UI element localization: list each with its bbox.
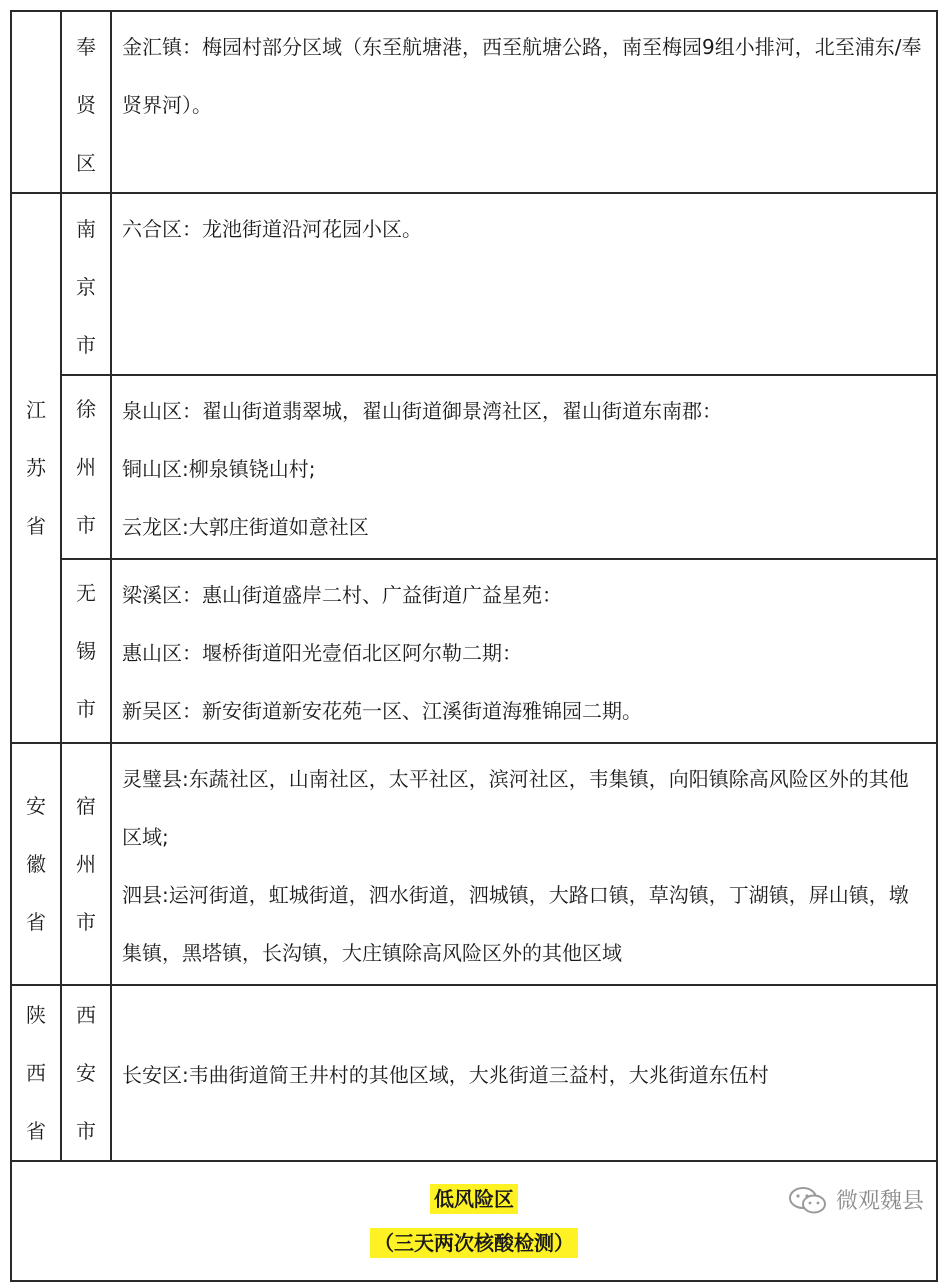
province-label: 江苏省 [26, 398, 46, 538]
risk-area-table [10, 10, 938, 1282]
city-label: 徐州市 [76, 397, 96, 537]
footer-subtitle-wrap [12, 1228, 936, 1258]
province-label: 安徽省 [26, 794, 46, 934]
area-line: 云龙区:大郭庄街道如意社区 [122, 515, 369, 539]
city-cell [61, 985, 111, 1161]
area-detail-cell [111, 375, 937, 559]
area-line: 惠山区：堰桥街道阳光壹佰北区阿尔勒二期： [122, 641, 522, 665]
area-detail-cell [111, 11, 937, 193]
watermark-text: 微观魏县 [835, 1189, 924, 1214]
table-row [11, 743, 937, 985]
area-line: 泗县:运河街道，虹城街道，泗水街道，泗城镇，大路口镇，草沟镇，丁湖镇，屏山镇，墩集镇，黑塔镇，长沟镇，大庄镇除高风险区外的其他区域 [122, 883, 909, 965]
city-cell [61, 559, 111, 743]
table-row [11, 375, 937, 559]
area-line: 六合区：龙池街道沿河花园小区。 [122, 217, 422, 241]
city-label: 无锡市 [76, 581, 96, 721]
city-cell [61, 743, 111, 985]
low-risk-subtitle: （三天两次核酸检测） [370, 1228, 578, 1258]
area-line: 长安区:韦曲街道简王井村的其他区域，大兆街道三益村，大兆街道东伍村 [122, 1063, 769, 1087]
city-cell [61, 193, 111, 375]
wechat-icon [788, 1185, 828, 1215]
area-detail-cell [111, 559, 937, 743]
table-row [11, 985, 937, 1161]
table-row [11, 1161, 937, 1281]
area-line: 金汇镇：梅园村部分区域（东至航塘港，西至航塘公路，南至梅园9组小排河，北至浦东/奉贤界河）。 [122, 35, 922, 117]
watermark [788, 1184, 924, 1215]
city-label: 宿州市 [76, 794, 96, 934]
area-detail-cell [111, 743, 937, 985]
city-label: 西安市 [76, 1003, 96, 1143]
province-cell-empty [11, 11, 61, 193]
province-label: 陕西省 [26, 1003, 46, 1143]
city-label: 奉贤区 [76, 35, 96, 175]
province-cell [11, 985, 61, 1161]
area-line: 灵璧县:东蔬社区，山南社区，太平社区，滨河社区，韦集镇，向阳镇除高风险区外的其他区域; [122, 767, 909, 849]
city-label: 南京市 [76, 217, 96, 357]
area-line: 梁溪区：惠山街道盛岸二村、广益街道广益星苑： [122, 583, 562, 607]
area-line: 新吴区：新安街道新安花苑一区、江溪街道海雅锦园二期。 [122, 699, 642, 723]
province-cell [11, 743, 61, 985]
low-risk-header-cell [11, 1161, 937, 1281]
area-detail-cell [111, 193, 937, 375]
area-line: 泉山区：翟山街道翡翠城，翟山街道御景湾社区，翟山街道东南郡： [122, 399, 722, 423]
city-cell [61, 375, 111, 559]
area-line: 铜山区:柳泉镇铙山村; [122, 457, 316, 481]
table-row [11, 11, 937, 193]
area-detail-cell [111, 985, 937, 1161]
table-row [11, 193, 937, 375]
table-row [11, 559, 937, 743]
province-cell [11, 193, 61, 743]
city-cell [61, 11, 111, 193]
low-risk-title: 低风险区 [430, 1184, 518, 1214]
